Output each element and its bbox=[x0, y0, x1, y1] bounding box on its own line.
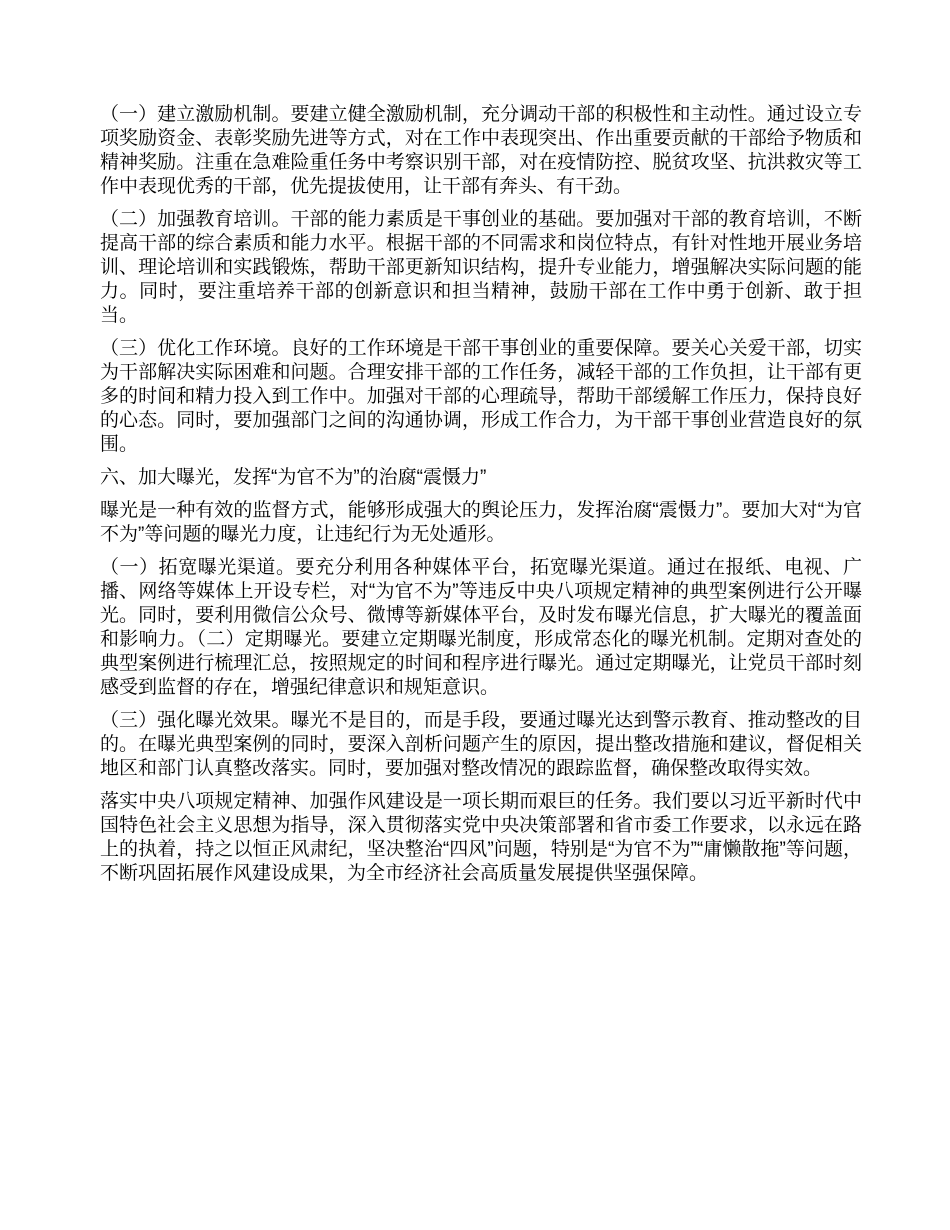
section-heading-exposure: 六、加大曝光，发挥“为官不为”的治腐“震慑力” bbox=[100, 467, 487, 488]
paragraph-exposure-intro: 曝光是一种有效的监督方式，能够形成强大的舆论压力，发挥治腐“震慑力”。要加大对“为官不为”等问题的曝光力度，让违纪行为无处遁形。 bbox=[100, 500, 862, 545]
paragraph-exposure-channels: （一）拓宽曝光渠道。要充分利用各种媒体平台，拓宽曝光渠道。通过在报纸、电视、广播、网络等媒体上开设专栏，对“为官不为”等违反中央八项规定精神的典型案例进行公开曝光。同时，要利用微信公众号、微博等新媒体平台，及时发布曝光信息，扩大曝光的覆盖面和影响力。（二）定期曝光。要建立定期曝光制度，形成常态化的曝光机制。定期对查处的典型案例进行梳理汇总，按照规定的时间和程序进行曝光。通过定期曝光，让党员干部时刻感受到监督的存在，增强纪律意识和规矩意识。 bbox=[100, 557, 862, 698]
paragraph-education-training: （二）加强教育培训。干部的能力素质是干事创业的基础。要加强对干部的教育培训，不断提高干部的综合素质和能力水平。根据干部的不同需求和岗位特点，有针对性地开展业务培训、理论培训和实践锻炼，帮助干部更新知识结构，提升专业能力，增强解决实际问题的能力。同时，要注重培养干部的创新意识和担当精神，鼓励干部在工作中勇于创新、敢于担当。 bbox=[100, 209, 862, 326]
document-page bbox=[100, 103, 862, 895]
paragraph-work-environment: （三）优化工作环境。良好的工作环境是干部干事创业的重要保障。要关心关爱干部，切实为干部解决实际困难和问题。合理安排干部的工作任务，减轻干部的工作负担，让干部有更多的时间和精力投入到工作中。加强对干部的心理疏导，帮助干部缓解工作压力，保持良好的心态。同时，要加强部门之间的沟通协调，形成工作合力，为干部干事创业营造良好的氛围。 bbox=[100, 338, 862, 455]
paragraph-incentive-mechanism: （一）建立激励机制。要建立健全激励机制，充分调动干部的积极性和主动性。通过设立专项奖励资金、表彰奖励先进等方式，对在工作中表现突出、作出重要贡献的干部给予物质和精神奖励。注重在急难险重任务中考察识别干部，对在疫情防控、脱贫攻坚、抗洪救灾等工作中表现优秀的干部，优先提拔使用，让干部有奔头、有干劲。 bbox=[100, 104, 862, 197]
paragraph-closing: 落实中央八项规定精神、加强作风建设是一项长期而艰巨的任务。我们要以习近平新时代中国特色社会主义思想为指导，深入贯彻落实党中央决策部署和省市委工作要求，以永远在路上的执着，持之以恒正风肃纪，坚决整治“四风”问题，特别是“为官不为”“庸懒散拖”等问题，不断巩固拓展作风建设成果，为全市经济社会高质量发展提供坚强保障。 bbox=[100, 791, 862, 884]
paragraph-exposure-effect: （三）强化曝光效果。曝光不是目的，而是手段，要通过曝光达到警示教育、推动整改的目的。在曝光典型案例的同时，要深入剖析问题产生的原因，提出整改措施和建议，督促相关地区和部门认真整改落实。同时，要加强对整改情况的跟踪监督，确保整改取得实效。 bbox=[100, 710, 862, 779]
